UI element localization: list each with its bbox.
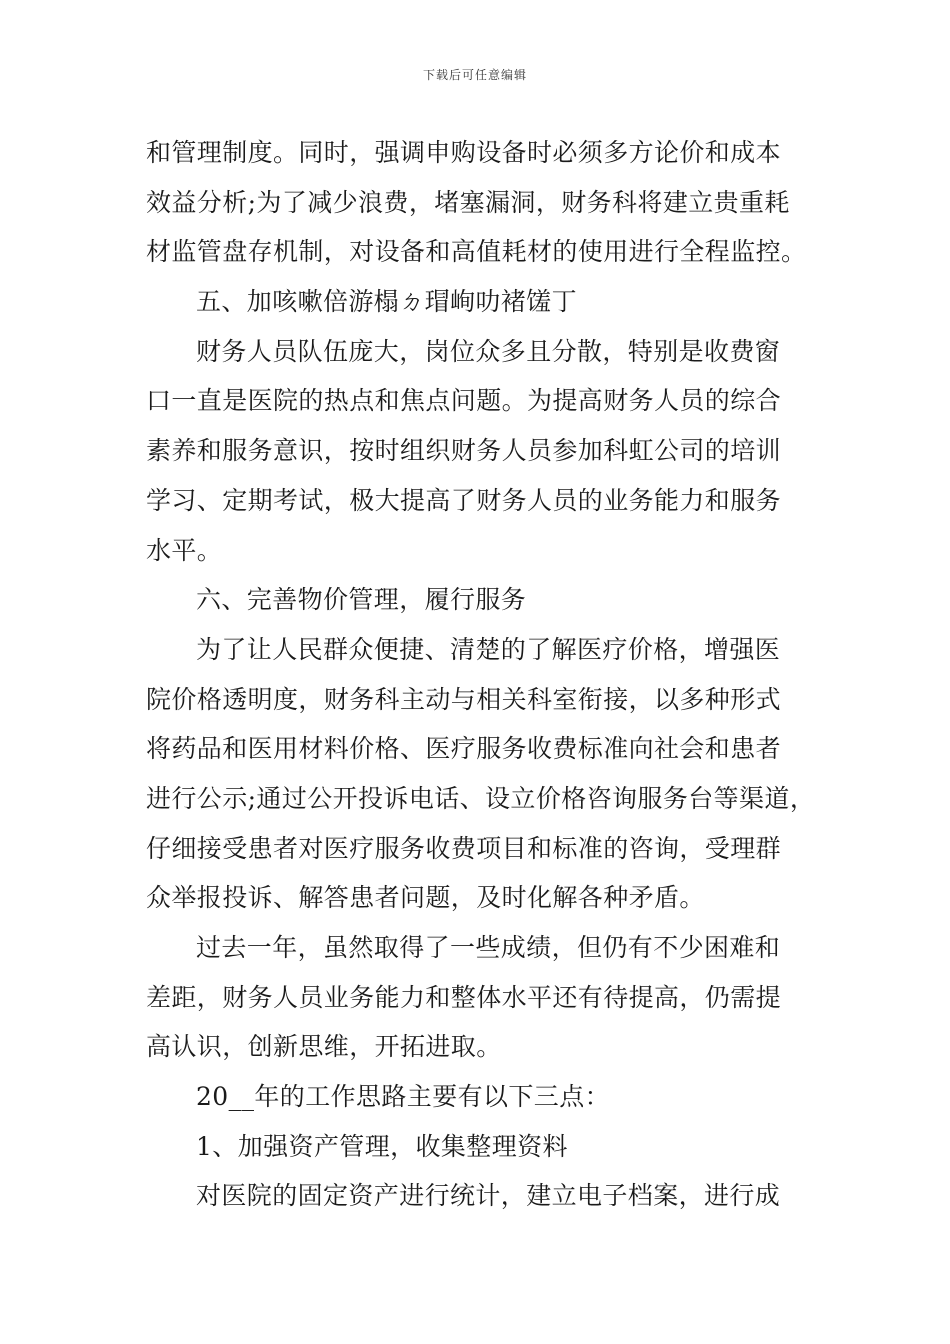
text-line: 进行公示;通过公开投诉电话、设立价格咨询服务台等渠道， (146, 783, 816, 813)
text-line: 过去一年，虽然取得了一些成绩，但仍有不少困难和 (196, 933, 781, 962)
text-line: 效益分析;为了减少浪费，堵塞漏洞，财务科将建立贵重耗 (146, 187, 790, 217)
text-line: 和管理制度。同时，强调申购设备时必须多方论价和成本 (146, 138, 782, 167)
text-line: 五、加咳嗽倍游榻ㄉ瑁峋叻褚馐丁 (196, 287, 578, 317)
text-line: 六、完善物价管理，履行服务 (196, 585, 527, 615)
text-line: 为了让人民群众便捷、清楚的了解医疗价格，增强医 (196, 634, 781, 664)
text-line: 院价格透明度，财务科主动与相关科室衔接，以多种形式 (146, 684, 782, 714)
text-line: 水平。 (146, 535, 223, 565)
text-line: 仔细接受患者对医疗服务收费项目和标准的咨询，受理群 (146, 833, 782, 863)
text-line: 将药品和医用材料价格、医疗服务收费标准向社会和患者 (146, 734, 782, 764)
text-line: 众举报投诉、解答患者问题，及时化解各种矛盾。 (146, 883, 705, 913)
text-line: 财务人员队伍庞大，岗位众多且分散，特别是收费窗 (196, 336, 781, 366)
text-line: 1、加强资产管理，收集整理资料 (196, 1131, 568, 1161)
text-line: 差距，财务人员业务能力和整体水平还有待提高，仍需提 (146, 982, 782, 1012)
text-line: 学习、定期考试，极大提高了财务人员的业务能力和服务 (146, 485, 782, 515)
text-line: 20__年的工作思路主要有以下三点： (196, 1082, 611, 1112)
text-line: 口一直是医院的热点和焦点问题。为提高财务人员的综合 (146, 386, 782, 416)
text-line: 素养和服务意识，按时组织财务人员参加科虹公司的培训 (146, 436, 782, 466)
text-line: 高认识，创新思维，开拓进取。 (146, 1032, 502, 1062)
text-line: 材监管盘存机制，对设备和高值耗材的使用进行全程监控。 (146, 237, 807, 267)
text-line: 对医院的固定资产进行统计，建立电子档案，进行成 (196, 1181, 781, 1211)
page-header: 下载后可任意编辑 (422, 68, 527, 82)
body-text (146, 128, 814, 1221)
